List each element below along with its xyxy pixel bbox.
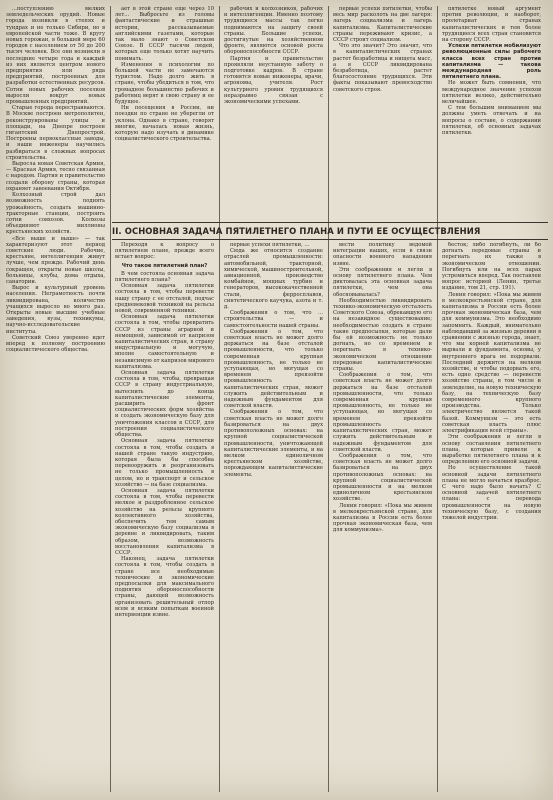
paragraph: Соображения о том, что советская власть не может долго держаться на базе отсталой промышленности, что только современная крупная промышленность, не только не уступающая, но могущая со временем превзойти промышленность капиталистических стран, может служить действительным и надежным фундаментом для советской власти. [224, 328, 323, 410]
headline-text: II. ОСНОВНАЯ ЗАДАЧА ПЯТИЛЕТНЕГО ПЛАНА И ПУТИ ЕЕ ОСУЩЕСТВЛЕНИЯ [112, 226, 481, 236]
column-3 [224, 6, 323, 225]
paragraph: Ни посещения в России, ни поездки по стране не уберегли от уклона. Однако в стране, говорят многие, началась новая жизнь, которую надо изучать в динамике социалистического строительства. [115, 105, 214, 143]
paragraph: Что это значит? Это значит, что в капиталистических странах растет безработица и нищета масс, а в СССР ликвидирована безработица, растет благосостояние трудящихся. Эти факты показывают превосходство советского строя. [333, 43, 432, 93]
paragraph: С тем большим вниманием мы должны уметь отвечать и на вопросы о составе, о содержании пятилетки, об основных задачах пятилетки. [442, 105, 541, 137]
paragraph: рабочих и колхозников, рабочих и интеллигенции. Именно поэтому трудящиеся массы так легко поднимаются на защиту своей страны. Большие успехи, достигнутые на хозяйственном фронте, являются основой роста обороноспособности СССР. [224, 6, 323, 56]
column-divider [110, 6, 111, 792]
paragraph: Старые города перестраиваются. В Москве построен метрополитен, реконструированы улицы и площади, на Днепре построен гигантский Днепрострой. Построены первоклассные заводы, и наши инженеры научились разбираться в сложных вопросах строительства. [6, 105, 105, 161]
paragraph: Необходимостью ликвидировать технико-экономическую отсталость Советского Союза, обрекавшую его на незавидное существование; необходимостью создать в стране такие предпосылки, которые дали бы ей возможность не только догнать, но со временем и перегнать в технико-экономическом отношении передовые капиталистические страны. [333, 297, 432, 373]
paragraph: Основная задача пятилетки состояла в том, чтобы превратить СССР из страны аграрной и немощной, зависимой от капризов капиталистических стран, в страну индустриальную и могучую, вполне самостоятельную и независимую от капризов мирового капитализма. [115, 314, 214, 370]
paragraph: Соображения о том, что советская власть не может долго базироваться на двух противоположных основах: на крупной социалистической промышленности, уничтожающей капиталистические элементы, и на мелком единоличном крестьянском хозяйстве, порождающем капиталистические элементы. [224, 409, 323, 478]
paragraph: Соображения о том, что советская власть не может долго держаться на базе отсталой промышленности, что только современная крупная промышленность, не только не уступающая, но могущая со временем превзойти промышленность капиталистических стран, может служить действительным и надежным фундаментом для советской власти. [333, 372, 432, 453]
paragraph: Не может быть сомнения, что международное значение успехов пятилетки велико, действительно величайшее. [442, 80, 541, 106]
column-5 [442, 6, 541, 225]
paragraph: «Все выше и выше» — так характеризуют этот период советские люди. Рабочие, крестьяне, интеллигенция живут лучше, чем прежде. Рабочий день сокращен, открыты новые школы, больницы, клубы, дома отдыха, санатории. [6, 235, 105, 285]
paragraph: Основная задача пятилетки состояла в том, чтобы, превращая СССР в страну индустриальную, вытеснить до конца капиталистические элементы, расширить фронт социалистических форм хозяйства и создать экономическую базу для уничтожения классов в СССР, для построения социалистического общества. [115, 370, 214, 439]
paragraph: Ленин говорил: «Пока мы живем в мелкокрестьянской стране, для капитализма в России есть более прочная экономическая база, чем для коммунизма. Это необходимо запомнить. Каждый, внимательно наблюдавший за жизнью деревни в сравнении с жизнью города, знает, что мы корней капитализма не вырвали и фундамента, основы, у внутреннего врага не подорвали. Последний держится на мелком хозяйстве, и чтобы подорвать его, есть одно средство — перевести хозяйство страны, в том числе и земледелие, на новую техническую базу, на техническую базу современного крупного производства. Только электричество является такой базой. Коммунизм — это есть советская власть плюс электрификация всей страны». [442, 291, 541, 435]
paragraph: Вырос и культурный уровень населения. Неграмотность почти ликвидирована, количество учащихся выросло во много раз. Открыты новые высшие учебные заведения, вузы, техникумы, научно-исследовательские институты. [6, 285, 105, 335]
paragraph: бесток; либо погибнуть, ли бо догнать передовые страны и перегнать их также в экономическом отношении. Погибнуть или на всех парах устремиться вперед. Так поставлен вопрос историей (Ленин, третье издание, том 21, стр. 191). [442, 242, 541, 292]
paragraph: Эти соображения и легли в основу пятилетнего плана. Чем диктовалась эта основная задача пятилетки, чем она обосновывалась? [333, 266, 432, 298]
paragraph: Но осуществление такой основной задачи пятилетнего плана не могло начаться вразброс. С чего надо было начать? С основной задачей пятилетнего плана: с перевода промышленности на новую техническую базу, с создания тяжелой индустрии. [442, 465, 541, 521]
paragraph: вести политику ведомой интеграции наших, если в связи опасности военного нападения извне. [333, 242, 432, 267]
section-headline [112, 222, 548, 240]
column-2 [115, 6, 214, 225]
lower-column-4 [333, 242, 432, 794]
paragraph: Изменения в психологии по большей части не замечаются туристом. Надо долго жить в стране, чтобы убедиться в том, что громадное большинство рабочих и работниц верят в свою страну и ее будущее. [115, 61, 214, 106]
lower-column-5 [442, 242, 541, 794]
paragraph: Советский Союз уверенно идет вперед к полному построению социалистического общества. [6, 334, 105, 354]
paragraph: Наконец, задача пятилетки состояла в том, чтобы создать в стране все необходимые технические и экономические предпосылки для максимального поднятия обороноспособности страны, дающей возможность организовать решительный отпор всем и всяким попыткам военной интервенции извне. [115, 556, 214, 618]
column-1 [6, 6, 105, 796]
paragraph: ает в этой стране еще через 10 лет... Выбросьте из головы фантастические и страшные истории, рассказываемые английскими газетами, которые так мало знают о Советском Союзе. В СССР тысячи людей, которых еще только хотят научить понимать. [115, 6, 214, 62]
paragraph: Эти соображения и легли в основу составления пятилетнего плана, которые привели к выработке пятилетнего плана и к определению его основной задачи. [442, 434, 541, 466]
bold-paragraph: Успехи пятилетки мобилизуют революционные силы рабочего класса всех стран против капитализма — такова международная роль пятилетнего плана. [442, 43, 541, 81]
paragraph: Соображения о том, что советская власть не может долго базироваться на двух противоположных основах: на крупной социалистической промышленности и на мелком единоличном крестьянском хозяйстве. [333, 452, 432, 503]
paragraph: пятилетке новый аргумент против революции, и наоборот, пролетариат странах капиталистических и тем более трудящиеся всех стран становится на сторону СССР. [442, 6, 541, 44]
paragraph: Сюда же относится создание отраслей промышленности: автомобильной, тракторной, химической, машиностроительной, авиационной, производство комбайнов, мощных турбин и генераторов, высококачественной стали, ферросплавов, синтетического каучука, азота и т. д. [224, 248, 323, 311]
column-4 [333, 6, 432, 225]
paragraph: Основная задача пятилетки состояла в том, чтобы перевести нашу страну с ее отсталой, подчас средневековой техникой на рельсы новой, современной техники. [115, 283, 214, 315]
paragraph: Партия и правительство проявляли неустанную заботу о подготовке кадров. В стране готовятся новые инженеры, врачи, агрономы, учителя. Рост культурного уровня трудящихся неразрывно связан с экономическими успехами. [224, 55, 323, 106]
column-divider [328, 6, 329, 792]
paragraph: В чем состояла основная задача пятилетнего плана? [115, 270, 214, 284]
subheading: Что такое пятилетний план? [121, 262, 208, 269]
paragraph: ...поступлению мелких земледельческих орудий. Новые города возникли в степях и тундрах и не только Сибири, но в европейской части тоже. В кругу новых горожан, в большей мере 60 городов с населением от 50 до 200 тысяч человек. Все они возникли в последние четыре года и каждый из них является центром нового предприятия или ряда предприятий, построенных для разработки естественных ресурсов. Сотни новых рабочих поселков выросли вокруг новых промышленных предприятий. [6, 6, 105, 106]
column-divider [219, 6, 220, 792]
paragraph: Выросла новая Советская Армия, — Красная Армия, тесно связанная с народом. Партия и правительство создали оборону страны, которая охраняет завоевания Октября. [6, 161, 105, 192]
column-divider [437, 6, 438, 792]
paragraph: Основная задача пятилетки состояла в том, чтобы перевести мелкое и раздробленное сельское хозяйство на рельсы крупного коллективного хозяйства, обеспечить тем самым экономическую базу социализма в деревне и ликвидировать, таким образом, возможность восстановления капитализма в СССР. [115, 487, 214, 556]
lower-column-3 [224, 242, 323, 794]
paragraph: первые успехи пятилетки, ... [230, 242, 310, 248]
paragraph: Соображения о том, что ... строительства — и самостоятельности нашей страны. [224, 310, 323, 329]
paragraph: Ленин говорил: «Пока мы живем в мелкокрестьянской стране, для капитализма в России есть более прочная экономическая база, чем для коммунизма». [333, 502, 432, 534]
lower-column-2 [115, 242, 214, 794]
paragraph: Колхозный строй дал возможность поднять урожайность, создать машинно-тракторные станции, построить сотни совхозов. Колхозы объединяют миллионы крестьянских хозяйств. [6, 192, 105, 236]
paragraph: Переходя к вопросу о пятилетнем плане, прежде всего встает вопрос: [115, 242, 214, 261]
paragraph: первые успехи пятилетки, чтобы весь мир расколоть на две лагеря: лагерь социализма и лагерь капитализма. Капиталистические страны переживают кризис, а СССР строит социализм. [333, 6, 432, 44]
paragraph: Основная задача пятилетки состояла в том, чтобы создать в нашей стране такую индустрию, которая была бы способна перевооружить и реорганизовать не только промышленность в целом, но и транспорт и сельское хозяйство — на базе социализма. [115, 438, 214, 488]
